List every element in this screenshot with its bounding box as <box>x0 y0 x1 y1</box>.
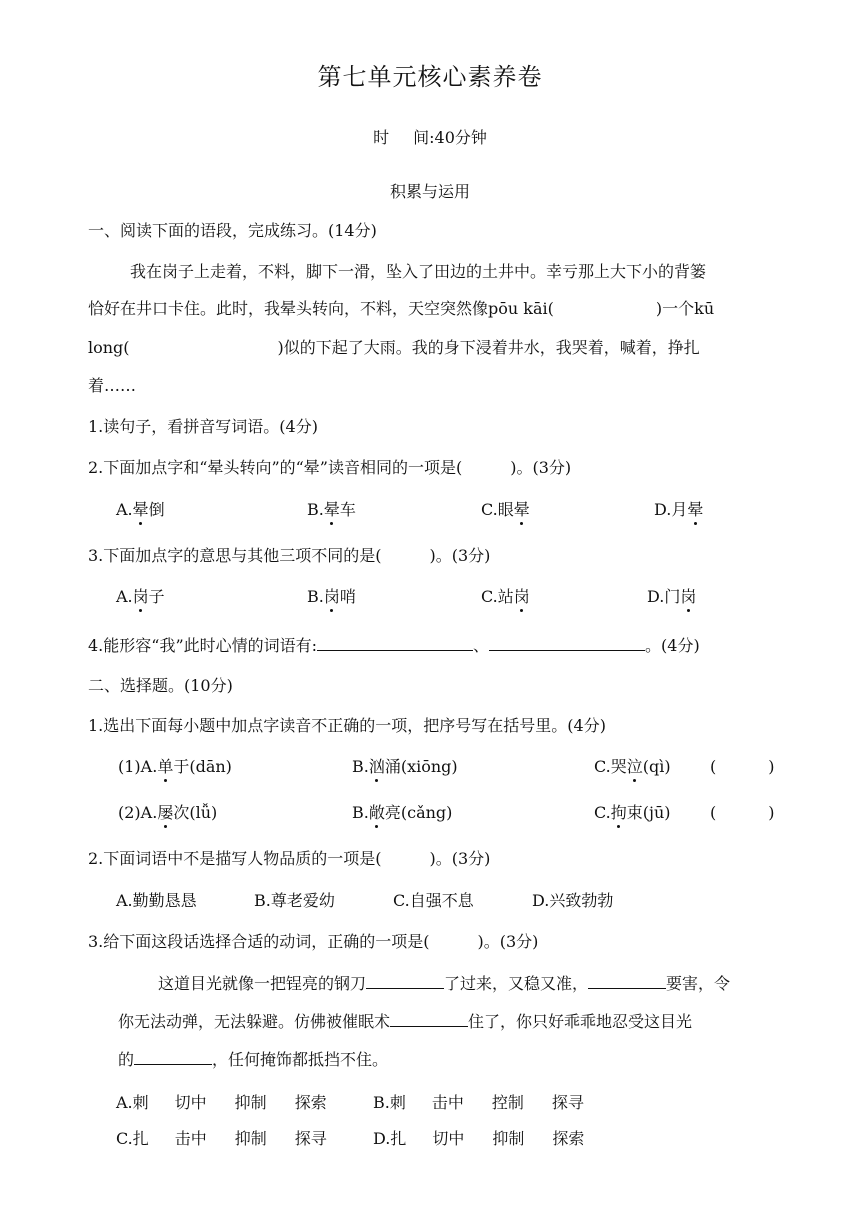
p1-question-2 <box>88 458 571 478</box>
p2-q1-row1-c <box>594 757 671 777</box>
text-fragment: A. <box>116 587 133 606</box>
text-fragment: 抑制 <box>234 1129 267 1148</box>
dotted-character: 岗 <box>680 587 697 606</box>
p2-q3-option-b <box>373 1093 584 1113</box>
text-fragment: 探索 <box>552 1129 585 1148</box>
text-fragment: 你无法动弹，无法躲避。仿佛被催眠术 <box>118 1012 391 1031</box>
text-fragment: C.站 <box>481 587 514 606</box>
text-fragment: C.哭 <box>594 757 627 776</box>
text-fragment: (2)A. <box>118 803 158 822</box>
dotted-character: 单 <box>157 757 174 776</box>
answer-blank[interactable] <box>366 972 444 989</box>
time-line <box>0 128 860 148</box>
text-fragment: 控制 <box>491 1093 524 1112</box>
text-fragment: B. <box>352 757 369 776</box>
text-fragment: 探寻 <box>551 1093 584 1112</box>
text-fragment: (1)A. <box>118 757 158 776</box>
p1-q2-text-b: )。(3分) <box>510 458 572 477</box>
dotted-character: 晕 <box>513 500 530 519</box>
p2-q2-text-a: 2.下面词语中不是描写人物品质的一项是( <box>88 849 382 868</box>
p2-question-1: 1.选出下面每小题中加点字读音不正确的一项，把序号写在括号里。(4分) <box>88 716 606 735</box>
text-fragment: 切中 <box>432 1129 465 1148</box>
text-fragment: 击中 <box>431 1093 464 1112</box>
dotted-character: 敞 <box>368 803 385 822</box>
p2-q1-row2-a <box>118 803 217 823</box>
p1-q3-option-a <box>116 587 165 607</box>
p1-q2-option-b <box>307 500 356 520</box>
answer-blank[interactable] <box>588 972 666 989</box>
dotted-character: 岗 <box>132 587 149 606</box>
p2-question-2 <box>88 849 490 869</box>
p2-q2-option-b: B.尊老爱幼 <box>254 891 335 910</box>
text-fragment: D.月 <box>654 500 688 519</box>
text-fragment: 击中 <box>174 1129 207 1148</box>
p1-question-4 <box>88 634 700 656</box>
dotted-character: 岗 <box>323 587 340 606</box>
p2-q3-option-d <box>373 1129 584 1149</box>
text-fragment: 子 <box>148 587 165 606</box>
passage-line-1: 我在岗子上走着，不料，脚下一滑，坠入了田边的土井中。幸亏那上大下小的背篓 <box>130 262 707 281</box>
dotted-character: 拘 <box>610 803 627 822</box>
text-fragment: B. <box>307 500 324 519</box>
text-fragment: 切中 <box>174 1093 207 1112</box>
p2-q3-passage-line-3 <box>118 1048 388 1070</box>
p1-q2-option-d <box>654 500 703 520</box>
text-fragment: B.刺 <box>373 1093 406 1112</box>
text-fragment: 哨 <box>339 587 356 606</box>
answer-blank[interactable] <box>489 634 645 651</box>
p2-q1-row2-c <box>594 803 671 823</box>
text-fragment: 亮(cǎng) <box>384 803 453 822</box>
dotted-character: 屡 <box>157 803 174 822</box>
part1-heading: 一、阅读下面的语段，完成练习。(14分) <box>88 221 377 240</box>
part2-heading: 二、选择题。(10分) <box>88 676 233 695</box>
p2-q1-row1-a <box>118 757 232 777</box>
p2-q1-row2-b <box>352 803 452 823</box>
p1-q2-option-a <box>116 500 165 520</box>
text-fragment: 这道目光就像一把锃亮的钢刀 <box>158 974 367 993</box>
text-fragment: A.刺 <box>116 1093 149 1112</box>
p2-q2-text-b: )。(3分) <box>429 849 491 868</box>
section-heading: 积累与运用 <box>389 182 470 201</box>
text-fragment: C.眼 <box>481 500 514 519</box>
p1-q4-text-a: 4.能形容“我”此时心情的词语有: <box>88 636 318 655</box>
passage-line-2-b: )一个kū <box>655 299 715 318</box>
text-fragment: B. <box>307 587 324 606</box>
dotted-character: 晕 <box>687 500 704 519</box>
text-fragment: 抑制 <box>234 1093 267 1112</box>
p2-q3-passage-line-1 <box>158 972 730 994</box>
text-fragment: (qì) <box>642 757 671 776</box>
p2-q1-row1-b <box>352 757 458 777</box>
p1-q3-text-a: 3.下面加点字的意思与其他三项不同的是( <box>88 546 382 565</box>
p1-q4-sep: 、 <box>473 636 490 655</box>
passage-line-3 <box>88 338 700 358</box>
p2-q1-row2-answer-parens[interactable]: ( ) <box>710 803 775 822</box>
text-fragment: 束(jū) <box>626 803 671 822</box>
text-fragment: B. <box>352 803 369 822</box>
dotted-character: 岗 <box>513 587 530 606</box>
p1-question-1: 1.读句子，看拼音写词语。(4分) <box>88 417 318 436</box>
dotted-character: 晕 <box>132 500 149 519</box>
p1-q3-option-c <box>481 587 530 607</box>
p1-q3-option-b <box>307 587 356 607</box>
p2-q3-text-b: )。(3分) <box>477 932 539 951</box>
text-fragment: 涌(xiōng) <box>384 757 458 776</box>
text-fragment: 抑制 <box>492 1129 525 1148</box>
text-fragment: C. <box>594 803 611 822</box>
time-label-a: 时 <box>373 128 390 147</box>
dotted-character: 汹 <box>368 757 385 776</box>
text-fragment: D.扎 <box>373 1129 407 1148</box>
text-fragment: 于(dān) <box>173 757 232 776</box>
p2-q3-option-a <box>116 1093 327 1113</box>
text-fragment: ，任何掩饰都抵挡不住。 <box>212 1050 389 1069</box>
text-fragment: C.扎 <box>116 1129 149 1148</box>
passage-line-3-a: long( <box>88 338 130 357</box>
text-fragment: 住了，你只好乖乖地忍受这目光 <box>468 1012 693 1031</box>
text-fragment: 次(lǚ) <box>173 803 218 822</box>
p2-q2-option-a: A.勤勤恳恳 <box>116 891 197 910</box>
time-label-b: 间:40分钟 <box>413 128 487 147</box>
passage-line-4: 着…… <box>88 376 137 395</box>
text-fragment: 探寻 <box>294 1129 327 1148</box>
p2-question-3 <box>88 932 538 952</box>
text-fragment: 要害，令 <box>666 974 731 993</box>
text-fragment: D.门 <box>647 587 681 606</box>
passage-line-3-b: )似的下起了大雨。我的身下浸着井水，我哭着，喊着，挣扎 <box>277 338 700 357</box>
p1-q3-option-d <box>647 587 696 607</box>
answer-blank[interactable] <box>317 634 473 651</box>
p1-q2-text-a: 2.下面加点字和“晕头转向”的“晕”读音相同的一项是( <box>88 458 463 477</box>
dotted-character: 泣 <box>626 757 643 776</box>
p1-q3-text-b: )。(3分) <box>429 546 491 565</box>
p1-q4-text-b: 。(4分) <box>645 636 700 655</box>
answer-blank[interactable] <box>134 1048 212 1065</box>
text-fragment: 的 <box>118 1050 135 1069</box>
p2-q3-option-c <box>116 1129 327 1149</box>
passage-line-2 <box>88 299 714 319</box>
text-fragment: A. <box>116 500 133 519</box>
text-fragment: 探索 <box>294 1093 327 1112</box>
exam-title: 第七单元核心素养卷 <box>317 63 543 91</box>
text-fragment: 了过来，又稳又准， <box>444 974 589 993</box>
p2-q1-row1-answer-parens[interactable]: ( ) <box>710 757 775 776</box>
p2-q3-passage-line-2 <box>118 1010 692 1032</box>
p2-q2-option-d: D.兴致勃勃 <box>532 891 614 910</box>
text-fragment: 倒 <box>148 500 165 519</box>
dotted-character: 晕 <box>323 500 340 519</box>
p1-question-3 <box>88 546 490 566</box>
p2-q2-option-c: C.自强不息 <box>393 891 474 910</box>
p1-q2-option-c <box>481 500 530 520</box>
text-fragment: 车 <box>339 500 356 519</box>
p2-q3-text-a: 3.给下面这段话选择合适的动词，正确的一项是( <box>88 932 430 951</box>
passage-line-2-a: 恰好在井口卡住。此时，我晕头转向，不料，天空突然像pōu kāi( <box>88 299 554 318</box>
answer-blank[interactable] <box>390 1010 468 1027</box>
